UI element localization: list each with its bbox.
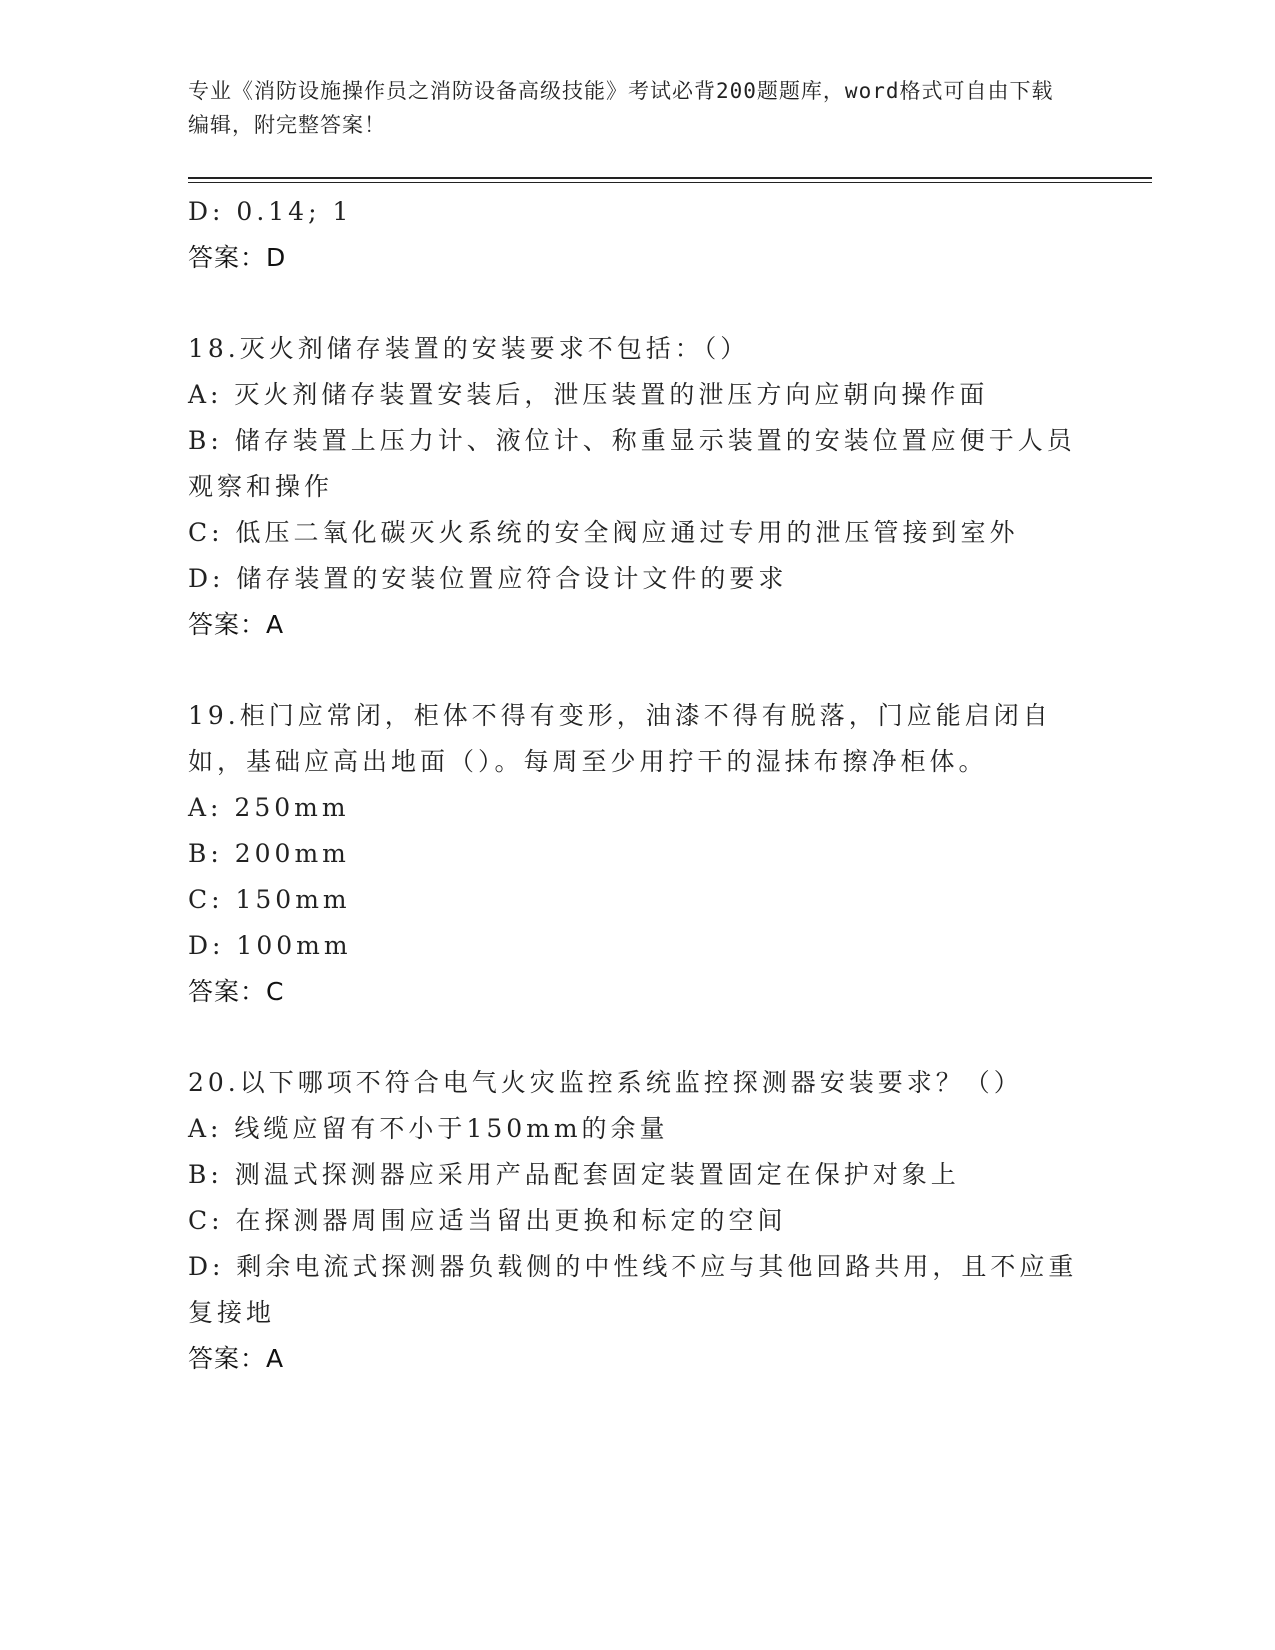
previous-question-tail (188, 189, 1088, 281)
option-a: A: 线缆应留有不小于150mm的余量 (188, 1114, 669, 1143)
option-c: C: 150mm (188, 885, 351, 914)
question-stem: 18.灭火剂储存装置的安装要求不包括：（） (188, 334, 750, 363)
question-18 (188, 326, 1088, 648)
answer-line: 答案：D (188, 243, 287, 272)
option-b: B: 测温式探测器应采用产品配套固定装置固定在保护对象上 (188, 1160, 960, 1189)
header-divider-thin (188, 182, 1152, 183)
option-d: D: 100mm (188, 931, 352, 960)
question-stem: 20.以下哪项不符合电气火灾监控系统监控探测器安装要求？（） (188, 1068, 1023, 1097)
question-19 (188, 693, 1088, 1015)
question-content (188, 189, 1088, 1382)
answer-line: 答案：A (188, 1344, 285, 1373)
answer-line: 答案：C (188, 977, 285, 1006)
document-header: 专业《消防设施操作员之消防设备高级技能》考试必背200题题库，word格式可自由下载编辑，附完整答案！ (188, 79, 1054, 137)
option-a: A: 灭火剂储存装置安装后，泄压装置的泄压方向应朝向操作面 (188, 380, 989, 409)
option-b: B: 储存装置上压力计、液位计、称重显示装置的安装位置应便于人员观察和操作 (188, 426, 1076, 501)
header-divider-thick (188, 177, 1152, 179)
question-20 (188, 1060, 1088, 1382)
option-d: D: 0.14; 1 (188, 197, 353, 226)
option-d: D: 储存装置的安装位置应符合设计文件的要求 (188, 564, 788, 593)
option-b: B: 200mm (188, 839, 350, 868)
option-c: C: 低压二氧化碳灭火系统的安全阀应通过专用的泄压管接到室外 (188, 518, 1019, 547)
question-stem: 19.柜门应常闭，柜体不得有变形，油漆不得有脱落，门应能启闭自如，基础应高出地面（）。每周至少用拧干的湿抹布擦净柜体。 (188, 701, 1052, 776)
option-c: C: 在探测器周围应适当留出更换和标定的空间 (188, 1206, 787, 1235)
option-d: D: 剩余电流式探测器负载侧的中性线不应与其他回路共用，且不应重复接地 (188, 1252, 1078, 1327)
option-a: A: 250mm (188, 793, 350, 822)
answer-line: 答案：A (188, 610, 285, 639)
